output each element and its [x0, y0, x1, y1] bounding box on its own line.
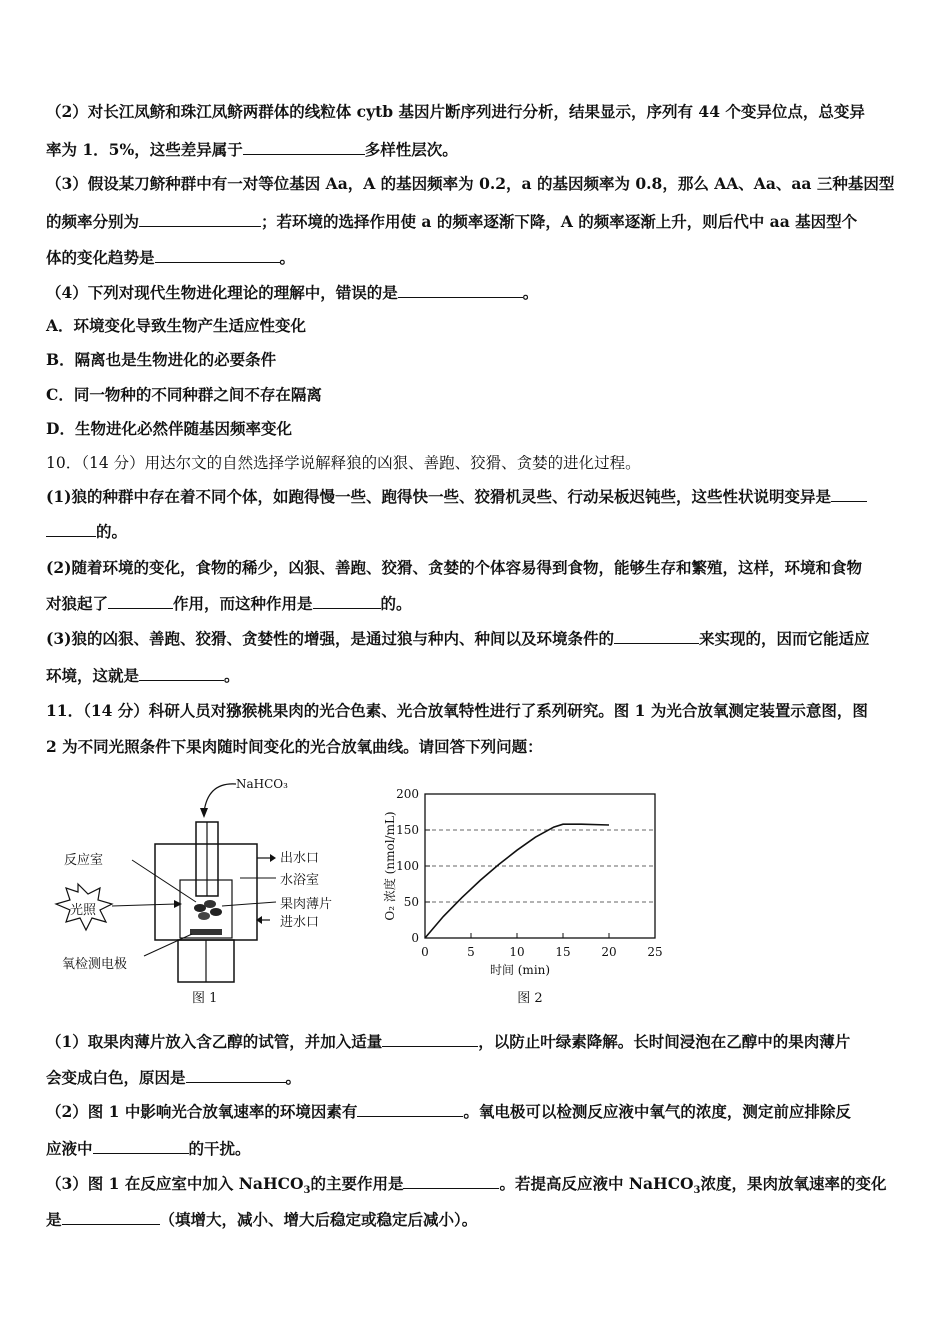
- figure-1-apparatus: [40, 772, 360, 1012]
- answer-blank[interactable]: [398, 283, 523, 298]
- fruit-slice-label: 果肉薄片: [280, 897, 333, 912]
- q11-p3-line1: （3）图 1 在反应室中加入 NaHCO$_3$的主要作用是 。若提高反应液中 NaHCO$_3$浓度，果肉放氧速率的变化: [46, 1174, 887, 1197]
- q11-p1-line1: （1）取果肉薄片放入含乙醇的试管，并加入适量 ，以防止叶绿素降解。长时间浸泡在乙醇中的果肉薄片: [46, 1032, 851, 1051]
- water-bath-label: 水浴室: [280, 873, 320, 888]
- nahco3-arrow: [204, 784, 236, 812]
- y-axis-label: O₂ 浓度 (nmol/mL): [383, 811, 397, 921]
- answer-blank[interactable]: [614, 629, 699, 644]
- q11-p2-line2: 应液中 的干扰。: [46, 1139, 251, 1158]
- x-tick-label: 25: [647, 945, 663, 959]
- x-tick-label: 10: [509, 945, 525, 959]
- q9-option-d: D．生物进化必然伴随基因频率变化: [46, 419, 292, 438]
- q9-option-b: B．隔离也是生物进化的必要条件: [46, 350, 277, 369]
- y-tick-label: 100: [396, 859, 419, 873]
- answer-blank[interactable]: [313, 594, 381, 609]
- q10-p1-line2: 的。: [46, 522, 908, 542]
- q10-p2-line2: 对狼起了 作用，而这种作用是 的。: [46, 594, 412, 613]
- light-label: 光照: [70, 903, 97, 918]
- answer-blank[interactable]: [93, 1139, 189, 1154]
- y-tick-label: 200: [396, 787, 419, 801]
- series-line: [425, 824, 609, 938]
- q10-heading: 10．（14 分）用达尔文的自然选择学说解释狼的凶狠、善跑、狡猾、贪婪的进化过程。: [46, 454, 641, 472]
- y-tick-label: 50: [403, 895, 419, 909]
- y-tick-label: 0: [411, 931, 419, 945]
- q9-p2-line2: 率为 1．5%，这些差异属于 多样性层次。: [46, 140, 458, 159]
- q11-heading-line1: 11．（14 分）科研人员对猕猴桃果肉的光合色素、光合放氧特性进行了系列研究。图 1 为光合放氧测定装置示意图，图: [46, 701, 868, 720]
- figure-1-caption: 图 1: [192, 991, 218, 1006]
- answer-blank[interactable]: [155, 248, 280, 263]
- q10-p3-line2: 环境，这就是 。: [46, 666, 240, 685]
- q10-p2-line1: (2)随着环境的变化，食物的稀少，凶狠、善跑、狡猾、贪婪的个体容易得到食物，能够生存和繁殖，这样，环境和食物: [46, 558, 862, 577]
- answer-blank[interactable]: [382, 1032, 478, 1047]
- answer-blank[interactable]: [62, 1210, 160, 1225]
- electrode-plate: [190, 929, 222, 935]
- q9-p3-line2: 的频率分别为 ；若环境的选择作用使 a 的频率逐渐下降，A 的频率逐渐上升，则后代中 aa 基因型个: [46, 212, 858, 231]
- water-out-label: 出水口: [280, 851, 320, 866]
- q9-p4: （4）下列对现代生物进化理论的理解中，错误的是 。: [46, 283, 539, 302]
- q11-p2-line1: （2）图 1 中影响光合放氧速率的环境因素有 。氧电极可以检测反应液中氧气的浓度，测定前应排除反: [46, 1102, 851, 1121]
- q10-p1-line1: (1)狼的种群中存在着不同个体，如跑得慢一些、跑得快一些、狡猾机灵些、行动呆板迟钝些，这些性状说明变异是: [46, 487, 908, 507]
- x-axis-label: 时间 (min): [489, 963, 551, 977]
- nahco3-label: NaHCO₃: [236, 777, 288, 791]
- answer-blank[interactable]: [403, 1174, 499, 1189]
- q11-heading-line2: 2 为不同光照条件下果肉随时间变化的光合放氧曲线。请回答下列问题：: [46, 737, 543, 756]
- answer-blank[interactable]: [831, 487, 867, 502]
- electrode-label: 氧检测电极: [62, 957, 128, 972]
- y-tick-label: 150: [396, 823, 419, 837]
- answer-blank[interactable]: [139, 212, 261, 227]
- q9-p3-line1: （3）假设某刀鲚种群中有一对等位基因 Aa，A 的基因频率为 0.2，a 的基因频率为 0.8，那么 AA、Aa、aa 三种基因型: [46, 174, 895, 193]
- figure-2-caption: 图 2: [517, 991, 543, 1006]
- x-tick-label: 0: [421, 945, 429, 959]
- reaction-room-label: 反应室: [64, 853, 104, 868]
- figure-2-chart: [376, 772, 676, 1012]
- q10-p3-line1: (3)狼的凶狠、善跑、狡猾、贪婪性的增强，是通过狼与种内、种间以及环境条件的 来实现的，因而它能适应: [46, 629, 870, 648]
- answer-blank[interactable]: [357, 1102, 463, 1117]
- q9-p3-line3: 体的变化趋势是 。: [46, 248, 296, 267]
- x-tick-label: 15: [555, 945, 571, 959]
- water-bath-vessel: [155, 844, 257, 940]
- x-tick-label: 20: [601, 945, 617, 959]
- q9-p2-line1: （2）对长江凤鲚和珠江凤鲚两群体的线粒体 cytb 基因片断序列进行分析，结果显示，序列有 44 个变异位点，总变异: [46, 102, 865, 121]
- answer-blank[interactable]: [108, 594, 173, 609]
- answer-blank[interactable]: [46, 522, 96, 537]
- figures: [40, 772, 680, 1012]
- q9-option-a: A．环境变化导致生物产生适应性变化: [46, 316, 307, 335]
- x-tick-label: 5: [467, 945, 475, 959]
- answer-blank[interactable]: [139, 666, 224, 681]
- answer-blank[interactable]: [186, 1068, 286, 1083]
- q9-option-c: C．同一物种的不同种群之间不存在隔离: [46, 385, 322, 404]
- q11-p3-line2: 是 （填增大，减小、增大后稳定或稳定后减小）。: [46, 1210, 478, 1229]
- water-in-label: 进水口: [280, 915, 320, 930]
- answer-blank[interactable]: [243, 140, 365, 155]
- q11-p1-line2: 会变成白色，原因是 。: [46, 1068, 302, 1087]
- fruit-slice-shape: [194, 904, 206, 912]
